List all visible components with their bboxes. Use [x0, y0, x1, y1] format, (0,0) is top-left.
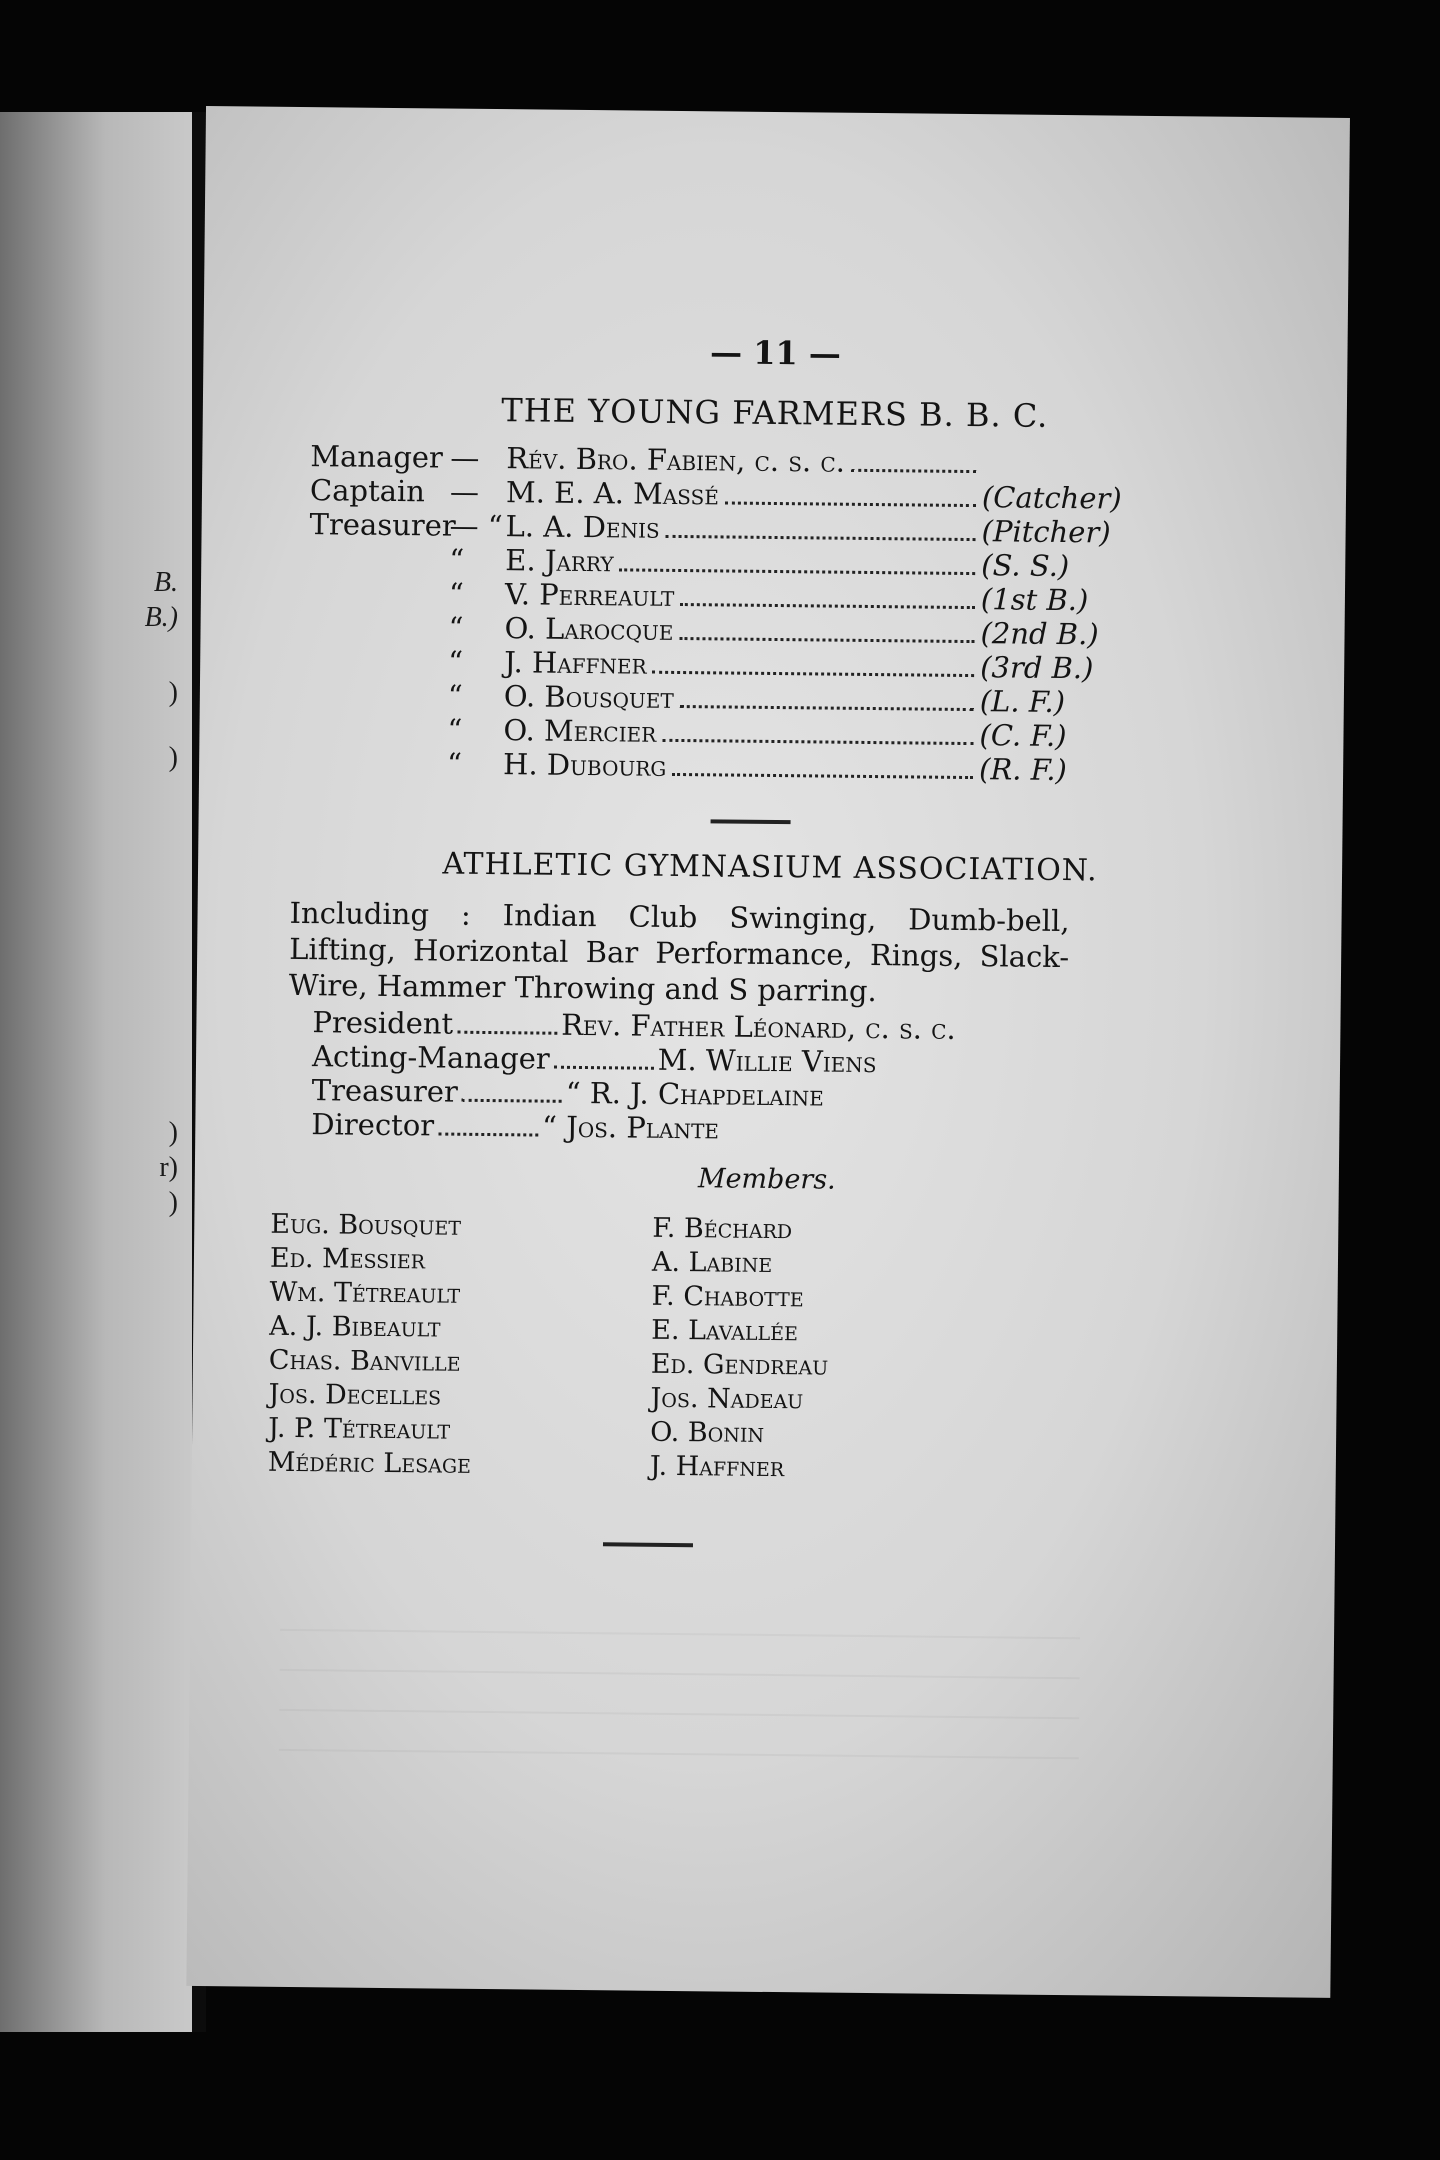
roster-role	[308, 704, 448, 705]
prev-page-fragment: )	[168, 1187, 178, 1218]
prev-page-fragment: )	[168, 1117, 178, 1148]
prev-page-fragment: B.)	[144, 602, 178, 633]
officer-name: Rev. Father Léonard, c. s. c.	[561, 1007, 956, 1046]
roster-role	[307, 772, 447, 773]
member-name: Eug. Bousquet	[270, 1208, 462, 1242]
roster-role: Manager	[310, 439, 444, 475]
officer-label: President	[312, 1005, 454, 1041]
leader-dots	[462, 1098, 562, 1103]
member-name: F. Chabotte	[651, 1280, 804, 1314]
roster-name: M. E. A. Massé	[505, 475, 720, 512]
roster-role: Treasurer	[309, 507, 456, 543]
member-name: E. Lavallée	[651, 1314, 799, 1348]
roster-role	[307, 738, 447, 739]
member-name: Chas. Banville	[268, 1344, 461, 1378]
roster-name: J. Haffner	[504, 645, 647, 681]
previous-page-edge	[0, 112, 192, 2032]
prev-page-fragment: r)	[159, 1152, 178, 1183]
member-name: Ed. Messier	[269, 1242, 426, 1276]
roster-role	[309, 602, 449, 603]
roster-position: (L. F.)	[979, 684, 1066, 720]
roster-dash: “	[447, 712, 463, 747]
member-name: A. J. Bibeault	[269, 1310, 441, 1344]
page-number: — 11 —	[709, 333, 842, 373]
roster-row	[307, 745, 1087, 787]
athletic-officers	[311, 1005, 1092, 1149]
leader-dots	[851, 468, 976, 473]
roster-position: (C. F.)	[979, 718, 1067, 754]
athletic-title: ATHLETIC GYMNASIUM ASSOCIATION.	[442, 846, 1098, 889]
roster-position: (Catcher)	[981, 480, 1122, 516]
roster-role: Captain	[309, 473, 426, 509]
member-name: A. Labine	[651, 1246, 773, 1280]
leader-dots	[653, 670, 975, 677]
member-name: Jos. Nadeau	[650, 1382, 804, 1416]
roster-name: O. Mercier	[503, 713, 657, 749]
members-right-column	[650, 1213, 1073, 1489]
roster-role	[308, 636, 448, 637]
leader-dots	[620, 567, 976, 575]
roster-dash: “	[448, 576, 464, 611]
prev-page-fragment: B.	[153, 567, 178, 598]
roster-position: (2nd B.)	[980, 616, 1099, 652]
roster-name: Rév. Bro. Fabien, c. s. c.	[506, 441, 846, 479]
roster-dash: —	[450, 440, 480, 475]
end-divider	[603, 1542, 693, 1547]
roster-dash: “	[447, 678, 463, 713]
roster-name: E. Jarry	[505, 543, 614, 579]
officer-row	[311, 1107, 1091, 1149]
roster-role	[309, 568, 449, 569]
leader-dots	[438, 1131, 538, 1136]
document-page	[186, 106, 1350, 1998]
roster-name: H. Dubourg	[502, 747, 667, 783]
roster-role	[308, 670, 448, 671]
leader-dots	[554, 1065, 654, 1070]
roster-dash: “	[448, 644, 464, 679]
leader-dots	[680, 602, 975, 609]
young-farmers-title: THE YOUNG FARMERS B. B. C.	[501, 391, 1049, 435]
member-name: O. Bonin	[650, 1416, 765, 1449]
officer-name: M. Willie Viens	[657, 1042, 877, 1080]
members-left-column	[268, 1209, 691, 1485]
roster-dash: — “	[449, 508, 503, 544]
officer-name: “ Jos. Plante	[541, 1109, 720, 1146]
roster-name: O. Larocque	[504, 611, 674, 647]
officer-name: “ R. J. Chapdelaine	[565, 1075, 825, 1113]
leader-dots	[680, 704, 974, 711]
roster-position: (1st B.)	[980, 582, 1089, 618]
officer-label: Director	[311, 1107, 435, 1143]
roster-position: (R. F.)	[978, 752, 1068, 788]
member-name: F. Béchard	[652, 1212, 793, 1246]
member-name: J. Haffner	[649, 1450, 785, 1484]
member-name: Médéric Lesage	[267, 1446, 472, 1480]
roster-position: (S. S.)	[981, 548, 1070, 584]
leader-dots	[725, 500, 976, 507]
leader-dots	[666, 534, 976, 541]
officer-label: Acting-Manager	[311, 1039, 550, 1076]
athletic-description: Including : Indian Club Swinging, Dumb-bell, Lifting, Horizontal Bar Performance, Rings, Slack-Wire, Hammer Throwing and S parring.	[288, 895, 1070, 1009]
roster-position: (3rd B.)	[980, 650, 1094, 686]
member-name: Wm. Tétreault	[269, 1276, 461, 1310]
roster-name: L. A. Denis	[505, 509, 660, 545]
roster-position	[982, 473, 1090, 474]
member-name: Jos. Decelles	[268, 1378, 442, 1412]
prev-page-fragment: )	[168, 742, 178, 773]
bleed-through-text	[278, 1597, 1080, 1805]
prev-page-fragment: )	[168, 677, 178, 708]
member-name: J. P. Tétreault	[268, 1412, 451, 1446]
roster-dash: —	[449, 474, 480, 509]
roster-dash: “	[448, 610, 464, 645]
section-divider	[711, 819, 791, 824]
roster-name: O. Bousquet	[503, 679, 675, 715]
leader-dots	[679, 636, 974, 643]
member-name: Ed. Gendreau	[650, 1348, 829, 1382]
leader-dots	[662, 738, 973, 745]
roster-position: (Pitcher)	[981, 514, 1111, 550]
members-heading: Members.	[697, 1163, 836, 1196]
leader-dots	[672, 772, 973, 779]
roster-name: V. Perreault	[504, 577, 675, 613]
team-roster	[307, 439, 1122, 788]
roster-dash: “	[449, 542, 465, 577]
leader-dots	[457, 1030, 557, 1035]
officer-label: Treasurer	[311, 1073, 459, 1109]
roster-dash: “	[446, 746, 463, 781]
